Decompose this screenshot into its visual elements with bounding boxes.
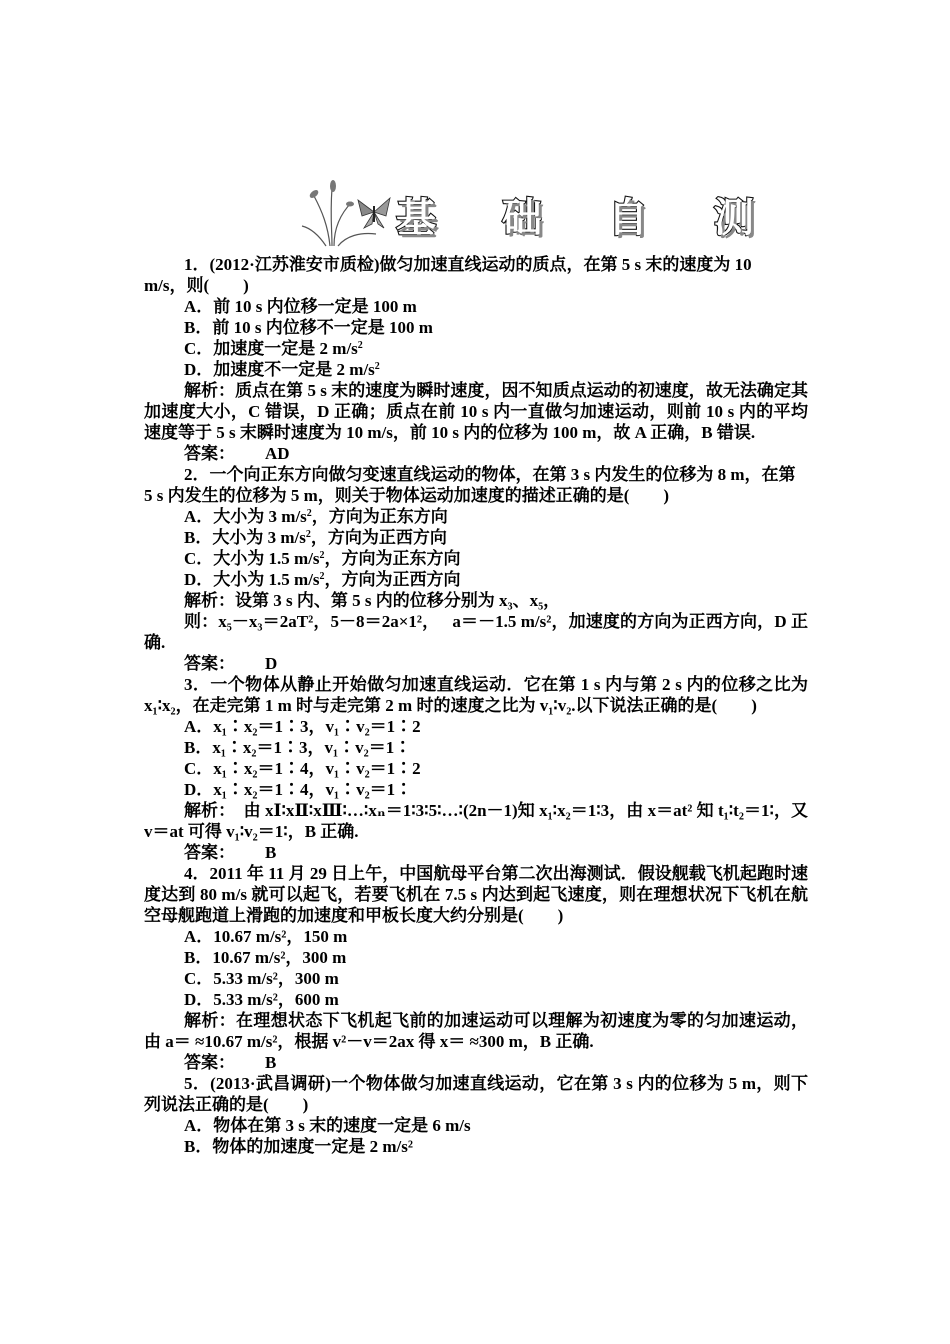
explanation-text: 设第 3 s 内、第 5 s 内的位移分别为 x₃、x₅，: [235, 591, 561, 610]
option-d: D．大小为 1.5 $m/s^2$，方向为正西方向: [184, 570, 461, 589]
answer-value: B: [265, 1053, 277, 1072]
answer-label: 答案：: [184, 843, 235, 862]
explanation-label: 解析：: [184, 801, 227, 820]
question-stem: 2．一个向正东方向做匀变速直线运动的物体，在第 3 s 内发生的位移为 8 m，在第 5 s 内发生的位移为 5 m，则关于物体运动加速度的描述正确的是( ): [144, 465, 796, 505]
explanation-label: 解析：: [184, 381, 236, 400]
question-stem: 1．(2012·江苏淮安市质检)做匀加速直线运动的质点，在第 5 s 末的速度为 10: [184, 255, 752, 274]
option-b: B．x₁∶x₂＝1∶3，v₁∶v₂＝1∶: [184, 738, 412, 757]
explanation-label: 解析：: [184, 1011, 237, 1030]
option-c: C．x₁∶x₂＝1∶4，v₁∶v₂＝1∶2: [184, 759, 421, 778]
question-stem: 4．2011 年 11 月 29 日上午，中国航母平台第二次出海测试．假设舰载飞机起跑时速度达到 80 m/s 就可以起飞，若要飞机在 7.5 s 内达到起飞速度，则在理想状况下飞机在航空母舰跑道上滑跑的加速度和甲板长度大约分别是( ): [144, 864, 808, 925]
answer: [144, 842, 808, 863]
option-a: A．物体在第 3 s 末的速度一定是 6 m/s: [184, 1116, 471, 1135]
question-stem: 5．(2013·武昌调研)一个物体做匀加速直线运动，它在第 3 s 内的位移为 5 m，则下列说法正确的是( ): [144, 1074, 808, 1114]
answer-label: 答案：: [184, 654, 235, 673]
question-stem: 3．一个物体从静止开始做匀加速直线运动．它在第 1 s 内与第 2 s 内的位移之比为 x₁∶x₂，在走完第 1 m 时与走完第 2 m 时的速度之比为 v₁∶v₂.以下说法正确的是( ): [144, 675, 808, 715]
explanation-label: 解析：: [184, 591, 235, 610]
explanation: [144, 800, 808, 842]
answer: [144, 443, 808, 464]
answer: [144, 653, 808, 674]
question-3: [144, 674, 808, 863]
option-c: C．大小为 1.5 $m/s^2$，方向为正东方向: [184, 549, 461, 568]
option-b: B．大小为 3 $m/s^2$，方向为正西方向: [184, 528, 447, 547]
explanation: [144, 380, 808, 443]
explanation-text: 由 xⅠ∶xⅡ∶xⅢ∶…∶xₙ＝1∶3∶5∶…∶(2n－1)知 x₁∶x₂＝1∶3，由 x＝at² 知 t₁∶t₂＝1∶，又 v＝at 可得 v₁∶v₂＝1∶，B 正确.: [144, 801, 809, 841]
explanation-text: 质点在第 5 s 末的速度为瞬时速度，因不知质点运动的初速度，故无法确定其加速度大小，C 错误，D 正确；质点在前 10 s 内一直做匀加速运动，则前 10 s 内的平均速度等于 5 s 末瞬时速度为 10 m/s，前 10 s 内的位移为 100 m，故 A 正确，B 错误.: [144, 381, 808, 442]
option-d: D．加速度不一定是 2 $m/s^2$: [184, 360, 380, 379]
answer-value: D: [265, 654, 278, 673]
question-2: [144, 464, 808, 674]
question-4: [144, 863, 808, 1073]
option-b: B．前 10 s 内位移不一定是 100 m: [184, 318, 433, 337]
option-c: C．加速度一定是 2 $m/s^2$: [184, 339, 363, 358]
option-d: D．x₁∶x₂＝1∶4，v₁∶v₂＝1∶: [184, 780, 413, 799]
option-a: A．前 10 s 内位移一定是 100 m: [184, 297, 417, 316]
section-title: 基 础 自 测: [396, 194, 780, 241]
answer-value: B: [265, 843, 277, 862]
question-5: [144, 1073, 808, 1157]
option-a: A．10.67 m/s²，150 m: [184, 927, 348, 946]
answer-label: 答案：: [184, 444, 235, 463]
option-b: B．物体的加速度一定是 2 m/s²: [184, 1137, 413, 1156]
section-banner: [300, 176, 780, 248]
question-stem-cont: m/s，则( ): [144, 276, 249, 295]
answer-label: 答案：: [184, 1053, 235, 1072]
answer: [144, 1052, 808, 1073]
explanation: [144, 590, 808, 611]
orchid-butterfly-icon: [300, 176, 410, 248]
option-c: C．5.33 m/s²，300 m: [184, 969, 339, 988]
explanation: [144, 1010, 808, 1052]
question-1: [144, 254, 808, 464]
option-a: A．x₁∶x₂＝1∶3，v₁∶v₂＝1∶2: [184, 717, 421, 736]
option-a: A．大小为 3 $m/s^2$，方向为正东方向: [184, 507, 448, 526]
explanation-cont: 则：x₅－x₃＝2aT²，5－8＝2a×1²， a＝－1.5 m/s²，加速度的方向为正西方向，D 正确.: [144, 612, 808, 652]
explanation-text: 在理想状态下飞机起飞前的加速运动可以理解为初速度为零的匀加速运动，由 a＝ ≈10.67 m/s²，根据 v²－v＝2ax 得 x＝ ≈300 m，B 正确.: [144, 1011, 809, 1051]
option-d: D．5.33 m/s²，600 m: [184, 990, 339, 1009]
option-b: B．10.67 m/s²，300 m: [184, 948, 347, 967]
exercise-list: [144, 254, 808, 1157]
answer-value: AD: [265, 444, 290, 463]
